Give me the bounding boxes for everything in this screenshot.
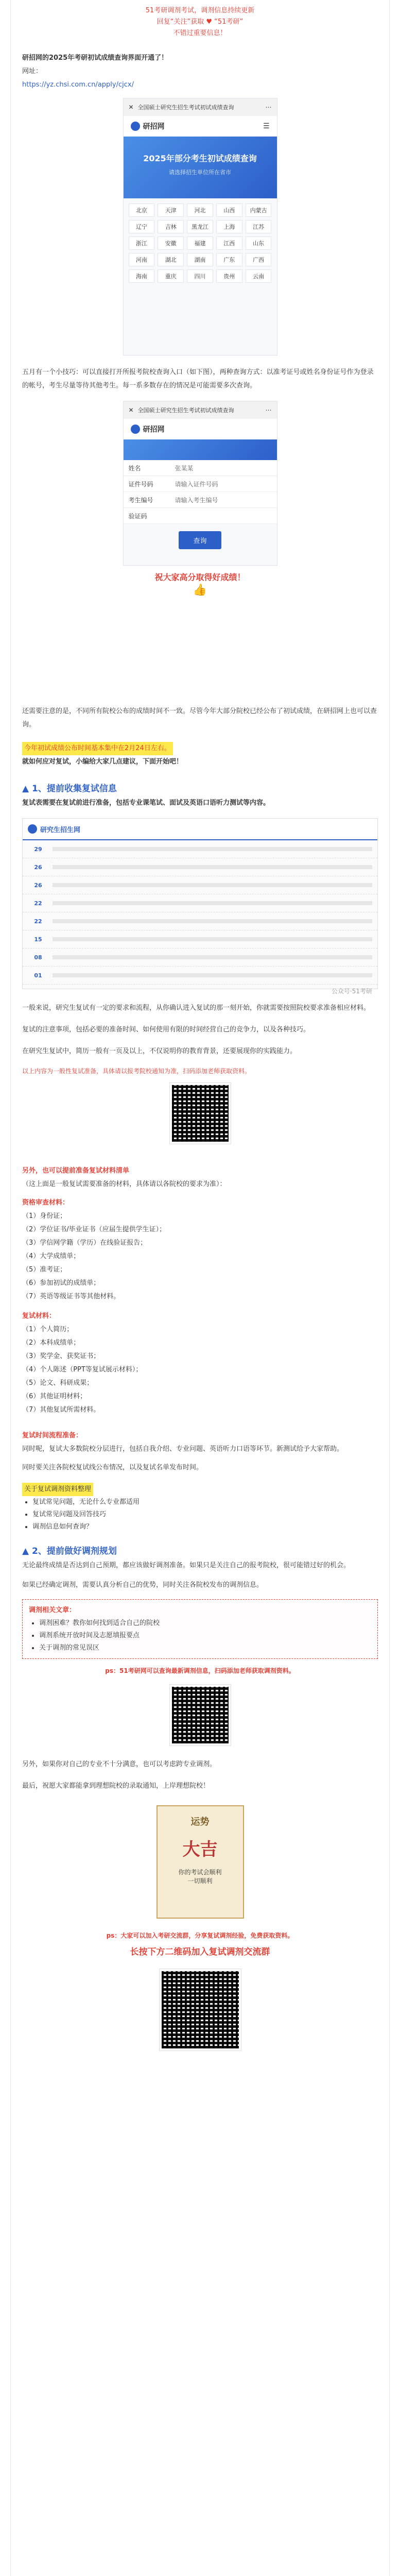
promo-2-box — [22, 1599, 378, 1659]
province-item[interactable]: 天津 — [158, 204, 184, 217]
para-6: 另外，如果你对自己的专业不十分满意，也可以考虑跨专业调剂。 — [22, 1760, 217, 1768]
para-5: 在研究生复试中，简历一般有一页及以上，不仅说明你的教育背景，还要展现你的实践能力。 — [22, 1047, 297, 1055]
para-1-wrap — [11, 366, 389, 393]
section-1 — [11, 781, 389, 810]
doc-title-placeholder — [53, 919, 372, 923]
promo-2 — [11, 1599, 389, 1677]
province-item[interactable]: 北京 — [129, 204, 155, 217]
doc-rows — [23, 840, 377, 985]
doc-date: 01 — [34, 972, 42, 979]
doc-row[interactable] — [23, 894, 377, 912]
province-item[interactable]: 贵州 — [216, 269, 242, 283]
doc-title-placeholder — [53, 883, 372, 887]
doc-date: 15 — [34, 936, 42, 943]
doc-title-placeholder — [53, 973, 372, 977]
para-1: 五月有一个小技巧：可以直接打开所报考院校查询入口（如下图），两种查询方式：以准考证号或姓名身份证号作为登录的帐号，考生尽量等待其他考生。每一系多数存在的情况是可能需要多次查询。 — [22, 368, 374, 389]
qr-code[interactable] — [170, 1083, 231, 1144]
chsi-logo-icon — [131, 122, 140, 131]
province-item[interactable]: 江苏 — [246, 220, 272, 233]
promo-1 — [11, 1483, 389, 1533]
promo-2-list — [29, 1617, 371, 1654]
promo-1-title: 关于复试调剂资料整理 — [22, 1483, 93, 1496]
url-label: 网址： — [22, 67, 43, 75]
mock2-banner — [124, 439, 277, 460]
qr-code-3[interactable] — [160, 1969, 241, 2050]
tips-section — [11, 1429, 389, 1475]
form-row — [124, 492, 277, 508]
province-item[interactable]: 湖南 — [187, 253, 213, 266]
doc-title-placeholder — [53, 865, 372, 869]
query-button[interactable]: 查询 — [179, 531, 221, 549]
doc-row[interactable] — [23, 876, 377, 894]
doc-header — [23, 819, 377, 840]
para-2: 还需要注意的是，不同所有院校公布的成绩时间不一致。尽管今年大部分院校已经公布了初试成绩，在研招网上也可以查询。 — [22, 707, 377, 728]
form-input[interactable]: 请输入考生编号 — [175, 496, 218, 504]
score-query-screenshot — [123, 98, 277, 355]
group-1-list — [22, 1210, 378, 1303]
intro-line: 研招网的2025年考研初试成绩查询界面开通了！ — [22, 54, 168, 62]
list-item: （6）参加初试的成绩单； — [22, 1279, 100, 1287]
form-label: 验证码 — [128, 512, 147, 520]
province-item[interactable]: 吉林 — [158, 220, 184, 233]
list-item[interactable]: • 调剂系统开放时间及志愿填报要点 — [39, 1630, 371, 1642]
intro-url-label — [22, 65, 378, 78]
para-3: 一般来说，研究生复试有一定的要求和流程，从你确认进入复试的那一刻开始，你就需要按照院校要求准备相应材料。 — [22, 1004, 371, 1012]
doc-row[interactable] — [23, 930, 377, 948]
list-item: （2）学位证书/毕业证书（应届生提供学生证）； — [22, 1226, 166, 1233]
section-2-para-2: 如果已经确定调剂，需要认真分析自己的优势，同时关注各院校发布的调剂信息。 — [22, 1581, 264, 1589]
more-icon: ⋯ — [265, 406, 272, 414]
promo-2-ps: ps：51考研网可以查询最新调剂信息，扫码添加老师获取调剂资料。 — [105, 1667, 295, 1674]
mock-brand-name: 研招网 — [143, 123, 165, 131]
notice-line-1: 51考研调剂考试，调剂信息持续更新 — [145, 7, 255, 14]
close-icon: ✕ — [128, 406, 134, 414]
doc-date: 08 — [34, 954, 42, 961]
province-item[interactable]: 安徽 — [158, 236, 184, 250]
list-item: （2）本科成绩单； — [22, 1339, 80, 1347]
province-item[interactable]: 山东 — [246, 236, 272, 250]
section-2 — [11, 1544, 389, 1592]
doc-row[interactable] — [23, 967, 377, 985]
section-2-para-1: 无论最终成绩是否达到自己预期，都应该做好调剂准备。如果只是关注自己的报考院校，很可能错过好的机会。 — [22, 1562, 351, 1569]
province-item[interactable]: 辽宁 — [129, 220, 155, 233]
tips-title: 复试时间流程准备： — [22, 1432, 83, 1439]
highlight-1: 今年初试成绩公布时间基本集中在2月24日左右。 — [22, 742, 173, 755]
doc-row[interactable] — [23, 858, 377, 876]
site-logo-icon — [28, 824, 37, 834]
doc-header-title: 研究生招生网 — [40, 826, 81, 834]
form-label: 证件号码 — [128, 480, 153, 488]
mock-titlebar — [124, 98, 277, 116]
card-line-2: 一切顺利 — [187, 1877, 213, 1885]
group-2-list — [22, 1323, 378, 1417]
mock-brand — [124, 116, 277, 137]
list-item: （4）个人陈述（PPT等复试展示材料）； — [22, 1366, 143, 1374]
doc-date: 22 — [34, 900, 42, 907]
province-item[interactable]: 湖北 — [158, 253, 184, 266]
article-frame — [10, 0, 390, 2576]
list-item: （5）论文、科研成果； — [22, 1379, 94, 1387]
banner-title: 2025年部分考生初试成绩查询 — [143, 154, 257, 163]
mock-banner — [124, 137, 277, 198]
form-rows — [124, 460, 277, 524]
doc-row[interactable] — [23, 948, 377, 967]
more-icon: ⋯ — [265, 104, 272, 111]
list-item: （6）其他证明材料； — [22, 1393, 87, 1400]
list-item[interactable]: • 调剂信息如何查询？ — [32, 1521, 378, 1533]
list-item: （3）学信网学籍（学历）在线验证报告； — [22, 1239, 147, 1247]
form-row — [124, 460, 277, 476]
congrats-text: 祝大家高分取得好成绩！ — [154, 572, 246, 582]
province-item[interactable]: 山西 — [216, 204, 242, 217]
list-item[interactable]: • 关于调剂的常见误区 — [39, 1642, 371, 1654]
province-item[interactable]: 广西 — [246, 253, 272, 266]
province-item[interactable]: 福建 — [187, 236, 213, 250]
doc-row[interactable] — [23, 840, 377, 858]
doc-date: 29 — [34, 845, 42, 853]
list-item[interactable]: • 调剂困难？教你如何找到适合自己的院校 — [39, 1617, 371, 1630]
province-item[interactable]: 重庆 — [158, 269, 184, 283]
top-notice — [11, 0, 389, 41]
section-1-para: 复试表需要在复试前进行准备，包括专业课笔试、面试及英语口语听力测试等内容。 — [22, 799, 270, 807]
province-item[interactable]: 黑龙江 — [187, 220, 213, 233]
list-item[interactable]: • 复试常见问题及回答技巧 — [32, 1509, 378, 1521]
red-note: 以上内容为一般性复试准备，具体请以报考院校通知为准，扫码添加老师获取资料。 — [22, 1067, 251, 1075]
form-row — [124, 476, 277, 492]
fortune-card — [156, 1805, 244, 1919]
province-item[interactable]: 上海 — [216, 220, 242, 233]
group-1-title: 资格审查材料： — [22, 1199, 69, 1207]
bottom — [11, 1929, 389, 1959]
province-item[interactable]: 浙江 — [129, 236, 155, 250]
mock2-brand — [124, 419, 277, 439]
list-item: （7）其他复试所需材料。 — [22, 1406, 100, 1414]
doc-title-placeholder — [53, 937, 372, 941]
mock2-title: 全国硕士研究生招生考试初试成绩查询 — [137, 407, 234, 414]
score-query-link[interactable]: https://yz.chsi.com.cn/apply/cjcx/ — [22, 81, 134, 89]
form-input[interactable]: 张某某 — [175, 464, 194, 472]
mock2-titlebar — [124, 401, 277, 419]
doc-date: 26 — [34, 863, 42, 871]
bottom-cta: 长按下方二维码加入复试调剂交流群 — [130, 1947, 270, 1957]
doc-row[interactable] — [23, 912, 377, 930]
para-7: 最后，祝愿大家都能拿到理想院校的录取通知，上岸理想院校！ — [22, 1782, 210, 1790]
form-row — [124, 508, 277, 524]
section-2-title: ▲ 2、提前做好调剂规划 — [22, 1546, 117, 1556]
highlight-line-1 — [22, 742, 378, 755]
list-item: （3）奖学金、获奖证书； — [22, 1352, 100, 1360]
form-label: 考生编号 — [128, 496, 153, 504]
mock2-brand-name: 研招网 — [143, 426, 165, 434]
province-item[interactable]: 河南 — [129, 253, 155, 266]
materials-section — [11, 1164, 389, 1417]
menu-icon[interactable]: ☰ — [263, 122, 270, 130]
list-item: （1）个人简历； — [22, 1326, 74, 1333]
notice-line-2: 回复“关注”获取 ♥ “51考研” — [156, 18, 244, 26]
doc-title-placeholder — [53, 901, 372, 905]
list-item: （7）英语等级证书等其他材料。 — [22, 1293, 120, 1300]
section-1-title: ▲ 1、提前收集复试信息 — [22, 784, 117, 794]
list-item: （5）准考证； — [22, 1266, 67, 1274]
para-4: 复试的注意事项，包括必要的准备时间、如何使用有限的时间经营自己的竞争力，以及各种技巧。 — [22, 1026, 310, 1033]
province-item[interactable]: 四川 — [187, 269, 213, 283]
group-2-title: 复试材料： — [22, 1312, 56, 1320]
province-item[interactable]: 海南 — [129, 269, 155, 283]
list-item: （4）大学成绩单； — [22, 1252, 80, 1260]
list-item[interactable]: • 复试常见问题，无论什么专业都适用 — [32, 1496, 378, 1509]
chsi-logo-icon — [131, 425, 140, 434]
card-top: 运势 — [190, 1817, 210, 1827]
login-form-screenshot — [123, 401, 277, 566]
province-item[interactable]: 内蒙古 — [246, 204, 272, 217]
card-big: 大吉 — [182, 1839, 218, 1860]
form-input[interactable]: 请输入证件号码 — [175, 480, 218, 488]
paras-3-5 — [11, 1002, 389, 1078]
province-item[interactable]: 江西 — [216, 236, 242, 250]
promo-1-title-wrap — [22, 1483, 378, 1496]
promo-2-title: 调剂相关文章： — [29, 1606, 76, 1614]
para-2-wrap — [11, 705, 389, 732]
highlight — [11, 742, 389, 769]
notice-line-3: 不错过重要信息！ — [173, 29, 227, 37]
list-item: （1）身份证； — [22, 1212, 67, 1220]
province-grid — [124, 198, 277, 288]
watermark: 公众号·51考研 — [331, 988, 372, 995]
paras-6-7 — [11, 1758, 389, 1793]
thumbs-up-icon: 👍 — [193, 584, 207, 597]
doc-date: 26 — [34, 882, 42, 889]
card-line-1: 你的考试会顺利 — [178, 1869, 222, 1876]
province-item[interactable]: 云南 — [246, 269, 272, 283]
news-list-screenshot — [22, 818, 378, 995]
form-label: 姓名 — [128, 464, 141, 472]
tips-para-2: 同时要关注各院校复试线公布情况，以及复试名单发布时间。 — [22, 1464, 203, 1471]
mock-title: 全国硕士研究生招生考试初试成绩查询 — [137, 104, 234, 111]
materials-title: 另外，也可以提前准备复试材料清单 — [22, 1167, 130, 1175]
province-item[interactable]: 广东 — [216, 253, 242, 266]
materials-intro: （这上面是一般复试需要准备的材料，具体请以各院校的要求为准）： — [22, 1180, 227, 1188]
doc-date: 22 — [34, 918, 42, 925]
tips-para-1: 同时呢，复试大多数院校分层进行，包括自我介绍、专业问题、英语听力口语等环节。新测试给予大家帮助。 — [22, 1445, 344, 1453]
form-actions — [124, 524, 277, 556]
highlight-line-2: 就如何应对复试，小编给大家几点建议，下面开始吧！ — [22, 758, 183, 766]
promo-1-list — [22, 1496, 378, 1533]
bottom-ps: ps：大家可以加入考研交流群，分享复试调剂经验，免费获取资料。 — [106, 1932, 294, 1939]
banner-subtitle: 请选择招生单位所在省市 — [169, 169, 231, 176]
doc-title-placeholder — [53, 955, 372, 959]
intro — [11, 52, 389, 92]
doc-title-placeholder — [53, 847, 372, 851]
qr-code-2[interactable] — [170, 1685, 231, 1745]
province-item[interactable]: 河北 — [187, 204, 213, 217]
close-icon: ✕ — [128, 104, 134, 111]
